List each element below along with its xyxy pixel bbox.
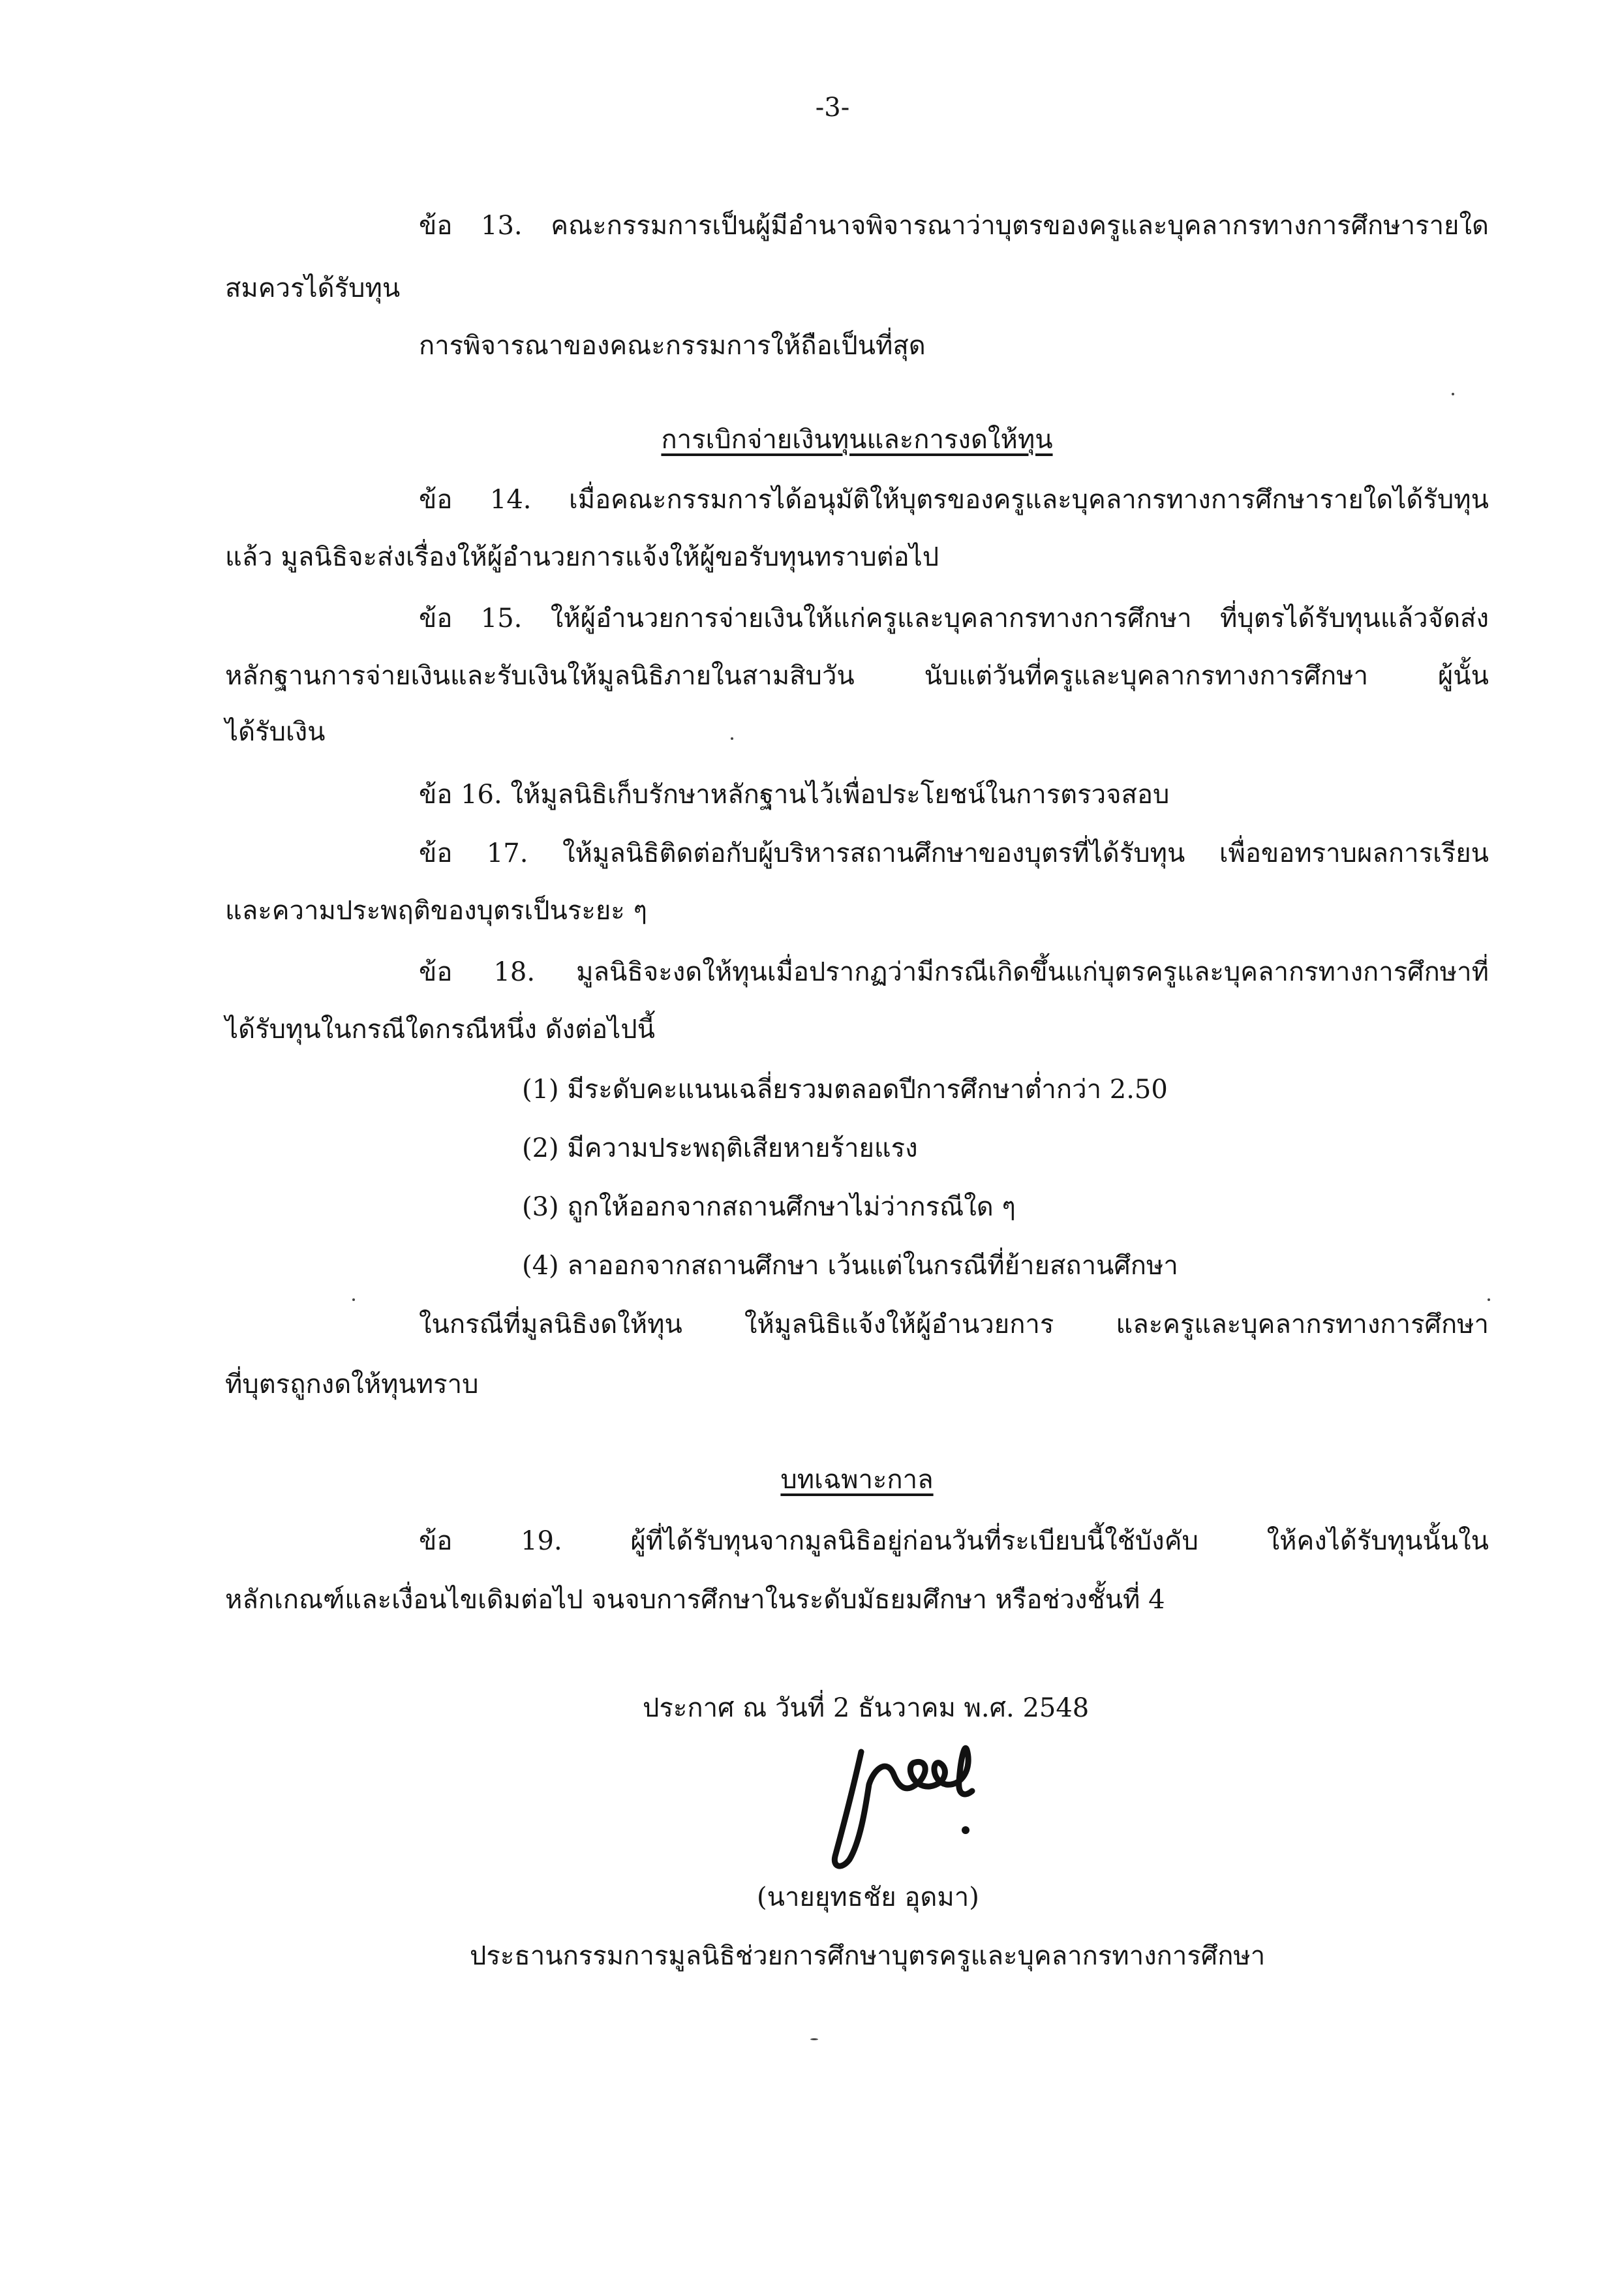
clause-15-line-1: ข้อ 15. ให้ผู้อำนวยการจ่ายเงินให้แก่ครูและบุคลากรทางการศึกษา ที่บุตรได้รับทุนแล้วจัดส่ง [419, 604, 1489, 634]
clause-13-line-3: การพิจารณาของคณะกรรมการให้ถือเป็นที่สุด [419, 331, 926, 361]
clause-19-line-2: หลักเกณฑ์และเงื่อนไขเดิมต่อไป จนจบการศึกษาในระดับมัธยมศึกษา หรือช่วงชั้นที่ 4 [225, 1585, 1165, 1615]
clause-18-item-1: (1) มีระดับคะแนนเฉลี่ยรวมตลอดปีการศึกษาต่ำกว่า 2.50 [522, 1075, 1168, 1105]
clause-18-after-line-2: ที่บุตรถูกงดให้ทุนทราบ [225, 1370, 479, 1400]
clause-18-after-line-1: ในกรณีที่มูลนิธิงดให้ทุน ให้มูลนิธิแจ้งให้ผู้อำนวยการ และครูและบุคลากรทางการศึกษา [419, 1309, 1489, 1339]
clause-18-item-3: (3) ถูกให้ออกจากสถานศึกษาไม่ว่ากรณีใด ๆ [522, 1192, 1016, 1222]
clause-19-line-1: ข้อ 19. ผู้ที่ได้รับทุนจากมูลนิธิอยู่ก่อนวันที่ระเบียบนี้ใช้บังคับ ให้คงได้รับทุนนั้นใน [419, 1526, 1489, 1556]
clause-18-line-2: ได้รับทุนในกรณีใดกรณีหนึ่ง ดังต่อไปนี้ [225, 1015, 656, 1045]
section-heading-disbursement: การเบิกจ่ายเงินทุนและการงดให้ทุน [661, 425, 1053, 455]
clause-17-line-1: ข้อ 17. ให้มูลนิธิติดต่อกับผู้บริหารสถานศึกษาของบุตรที่ได้รับทุน เพื่อขอทราบผลการเรียน [419, 838, 1489, 868]
clause-15-line-3: ได้รับเงิน [225, 717, 326, 747]
clause-18-item-2: (2) มีความประพฤติเสียหายร้ายแรง [522, 1133, 918, 1163]
signatory-name: (นายยุทธชัย อุดมา) [757, 1882, 979, 1912]
clause-17-line-2: และความประพฤติของบุตรเป็นระยะ ๆ [225, 896, 647, 926]
page-number: -3- [815, 93, 850, 123]
section-heading-transitional: บทเฉพาะกาล [780, 1465, 934, 1495]
clause-15-line-2: หลักฐานการจ่ายเงินและรับเงินให้มูลนิธิภายในสามสิบวัน นับแต่วันที่ครูและบุคลากรทางการศึกษา ผู้นั้น [225, 661, 1489, 691]
clause-13-line-2: สมควรได้รับทุน [225, 273, 401, 303]
clause-18-line-1: ข้อ 18. มูลนิธิจะงดให้ทุนเมื่อปรากฏว่ามีกรณีเกิดขึ้นแก่บุตรครูและบุคลากรทางการศึกษาที่ [419, 957, 1489, 987]
clause-14-line-1: ข้อ 14. เมื่อคณะกรรมการได้อนุมัติให้บุตรของครูและบุคลากรทางการศึกษารายใดได้รับทุน [419, 485, 1489, 515]
scan-speck [1452, 393, 1454, 395]
announcement-date: ประกาศ ณ วันที่ 2 ธันวาคม พ.ศ. 2548 [643, 1693, 1090, 1723]
scan-speck [1488, 1298, 1490, 1301]
clause-18-item-4: (4) ลาออกจากสถานศึกษา เว้นแต่ในกรณีที่ย้ายสถานศึกษา [522, 1251, 1178, 1281]
clause-14-line-2: แล้ว มูลนิธิจะส่งเรื่องให้ผู้อำนวยการแจ้งให้ผู้ขอรับทุนทราบต่อไป [225, 542, 939, 572]
clause-13-line-1: ข้อ 13. คณะกรรมการเป็นผู้มีอำนาจพิจารณาว่าบุตรของครูและบุคลากรทางการศึกษารายใด [419, 211, 1489, 241]
scan-speck [731, 737, 733, 740]
clause-16-line-1: ข้อ 16. ให้มูลนิธิเก็บรักษาหลักฐานไว้เพื่อประโยชน์ในการตรวจสอบ [419, 780, 1170, 810]
signatory-title: ประธานกรรมการมูลนิธิช่วยการศึกษาบุตรครูและบุคลากรทางการศึกษา [470, 1941, 1266, 1971]
scan-speck [810, 2038, 818, 2040]
scan-speck [352, 1298, 355, 1301]
signature-image [816, 1722, 1011, 1886]
